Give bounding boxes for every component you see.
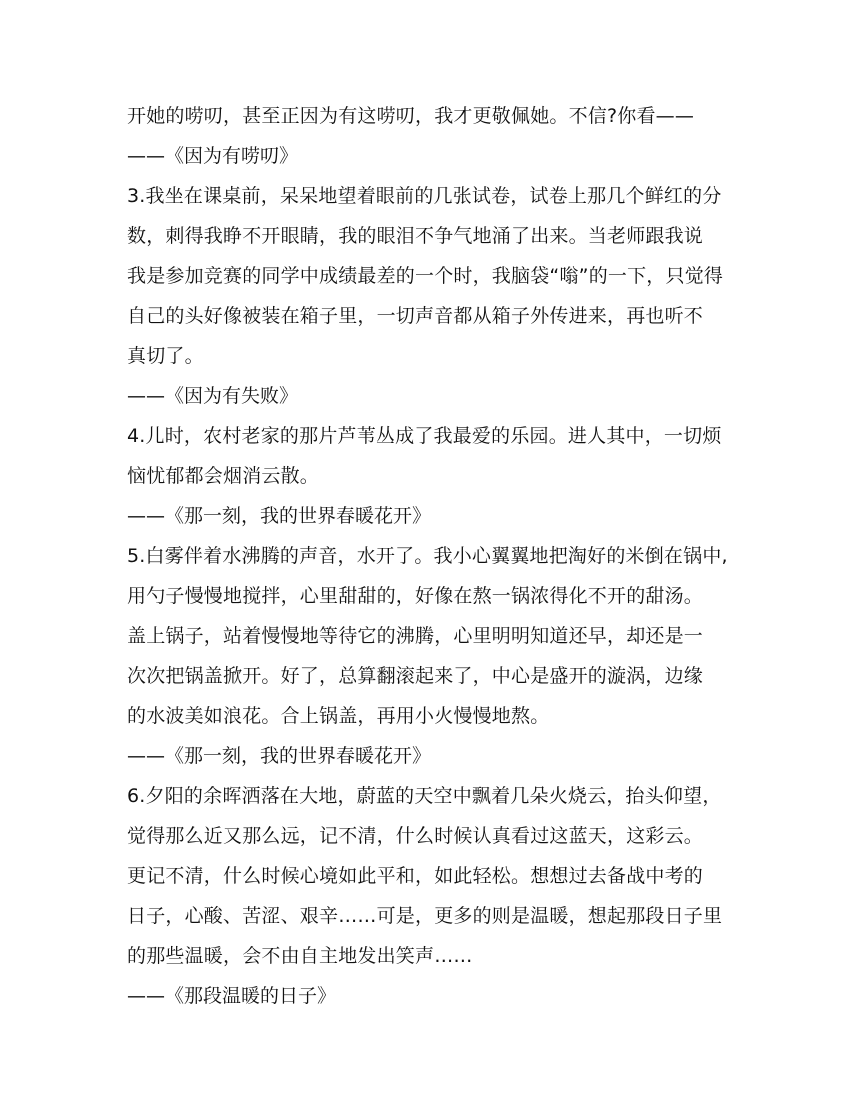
- body-text-line: 自己的头好像被装在箱子里，一切声音都从箱子外传进来，再也听不: [127, 305, 704, 327]
- body-text-line: 盖上锅子，站着慢慢地等待它的沸腾，心里明明知道还早，却还是一: [127, 625, 704, 647]
- body-text-line: 的那些温暖，会不由自主地发出笑声……: [127, 945, 473, 967]
- source-title: ——《那一刻，我的世界春暖花开》: [127, 745, 432, 767]
- body-text-line: 我是参加竞赛的同学中成绩最差的一个时，我脑袋“嗡”的一下，只觉得: [127, 265, 724, 287]
- document-page: [127, 96, 739, 1016]
- body-text-line: 恼忧郁都会烟消云散。: [127, 465, 320, 487]
- body-text-line: 用勺子慢慢地搅拌，心里甜甜的，好像在熬一锅浓得化不开的甜汤。: [127, 585, 704, 607]
- body-text-line: 日子，心酸、苦涩、艰辛……可是，更多的则是温暖，想起那段日子里: [127, 905, 723, 927]
- body-text-line: 真切了。: [127, 345, 204, 367]
- body-text-line: 觉得那么近又那么远，记不清，什么时候认真看过这蓝天，这彩云。: [127, 825, 704, 847]
- body-text-line: 开她的唠叨，甚至正因为有这唠叨，我才更敬佩她。不信?你看——: [127, 105, 695, 127]
- body-text-line: 3.我坐在课桌前，呆呆地望着眼前的几张试卷，试卷上那几个鲜红的分: [127, 185, 722, 207]
- body-text-line: 更记不清，什么时候心境如此平和，如此轻松。想想过去备战中考的: [127, 865, 704, 887]
- source-title: ——《那一刻，我的世界春暖花开》: [127, 505, 432, 527]
- body-text-line: 次次把锅盖掀开。好了，总算翻滚起来了，中心是盛开的漩涡，边缘: [127, 665, 704, 687]
- source-title: ——《因为有失败》: [127, 385, 299, 407]
- body-text-line: 6.夕阳的余晖洒落在大地，蔚蓝的天空中飘着几朵火烧云，抬头仰望，: [127, 785, 722, 807]
- source-title: ——《因为有唠叨》: [127, 145, 299, 167]
- body-text-line: 4.儿时，农村老家的那片芦苇丛成了我最爱的乐园。进人其中，一切烦: [127, 425, 722, 447]
- source-title: ——《那段温暖的日子》: [127, 985, 337, 1007]
- body-text-line: 数，刺得我睁不开眼睛，我的眼泪不争气地涌了出来。当老师跟我说: [127, 225, 704, 247]
- body-text-line: 的水波美如浪花。合上锅盖，再用小火慢慢地熬。: [127, 705, 550, 727]
- body-text-line: 5.白雾伴着水沸腾的声音，水开了。我小心翼翼地把淘好的米倒在锅中,: [127, 545, 728, 567]
